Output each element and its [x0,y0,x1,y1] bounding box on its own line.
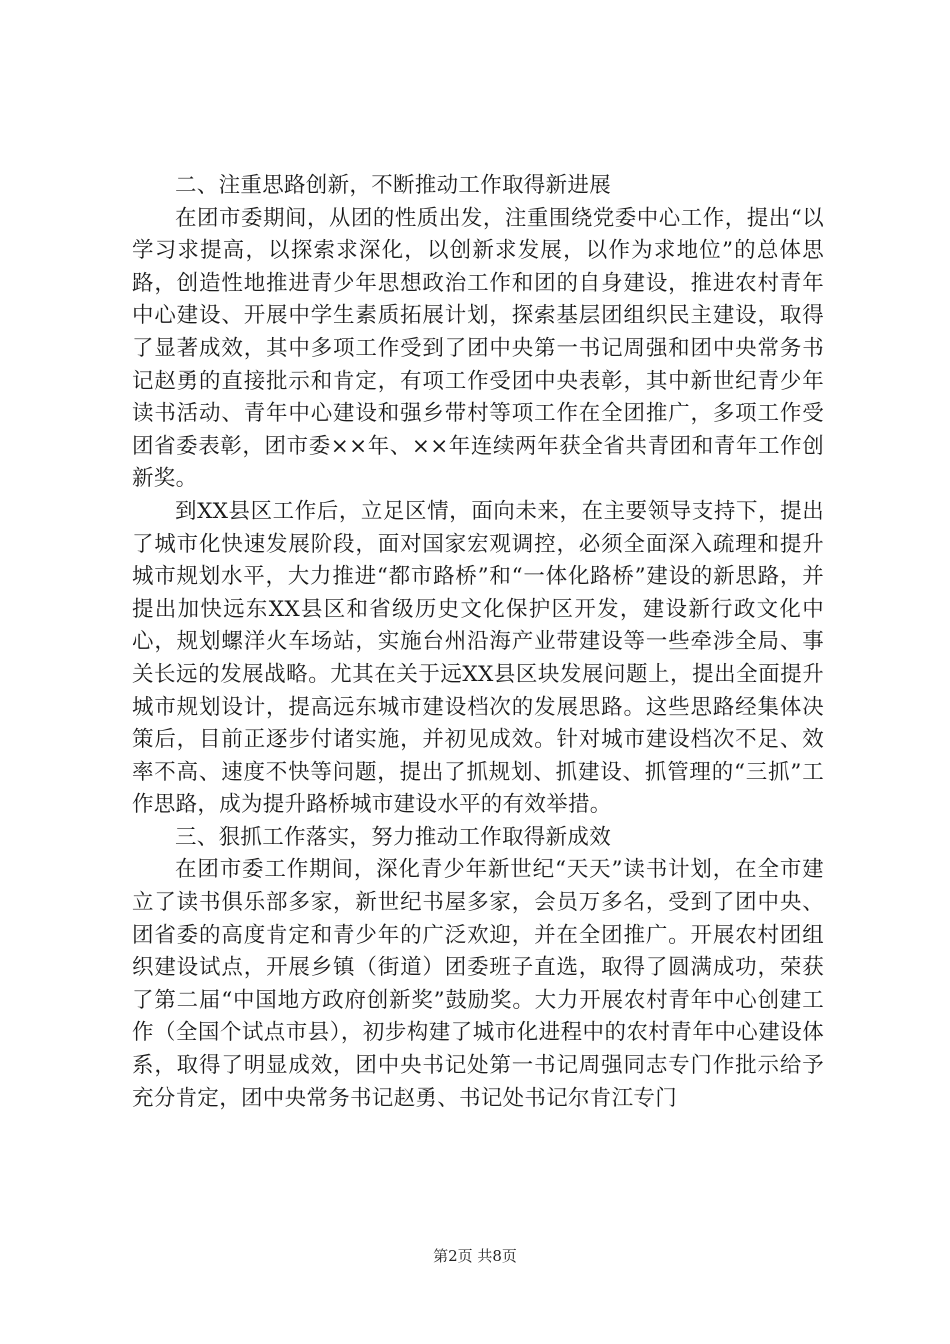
paragraph-reading-program: 在团市委工作期间，深化青少年新世纪“天天”读书计划，在全市建立了读书俱乐部多家，新世纪书屋多家，会员万多名，受到了团中央、团省委的高度肯定和青少年的广泛欢迎，并在全团推广。开展农村团组织建设试点，开展乡镇（街道）团委班子直选，取得了圆满成功，荣获了第二届“中国地方政府创新奖”鼓励奖。大力开展农村青年中心创建工作（全国个试点市县），初步构建了城市化进程中的农村青年中心建设体系，取得了明显成效，团中央书记处第一书记周强同志专门作批示给予充分肯定，团中央常务书记赵勇、书记处书记尔肯江专门 [132,857,824,1111]
document-body [132,170,824,1115]
section-heading-2: 二、注重思路创新，不断推动工作取得新进展 [175,173,612,198]
paragraph-youth-league-work: 在团市委期间，从团的性质出发，注重围绕党委中心工作，提出“以学习求提高，以探索求深化，以创新求发展，以作为求地位”的总体思路，创造性地推进青少年思想政治工作和团的自身建设，推进农村青年中心建设、开展中学生素质拓展计划，探索基层团组织民主建设，取得了显著成效，其中多项工作受到了团中央第一书记周强和团中央常务书记赵勇的直接批示和肯定，有项工作受团中央表彰，其中新世纪青少年读书活动、青年中心建设和强乡带村等项工作在全团推广，多项工作受团省委表彰，团市委××年、××年连续两年获全省共青团和青年工作创新奖。 [132,205,824,492]
paragraph-county-district-work: 到XX县区工作后，立足区情，面向未来，在主要领导支持下，提出了城市化快速发展阶段，面对国家宏观调控，必须全面深入疏理和提升城市规划水平，大力推进“都市路桥”和“一体化路桥”建设的新思路，并提出加快远东XX县区和省级历史文化保护区开发，建设新行政文化中心，规划螺洋火车场站，实施台州沿海产业带建设等一些牵涉全局、事关长远的发展战略。尤其在关于远XX县区块发展问题上，提出全面提升城市规划设计，提高远东城市建设档次的发展思路。这些思路经集体决策后，目前正逐步付诸实施，并初见成效。针对城市建设档次不足、效率不高、速度不快等问题，提出了抓规划、抓建设、抓管理的“三抓”工作思路，成为提升路桥城市建设水平的有效举措。 [132,498,824,818]
page-footer: 第2页 共8页 [433,1247,517,1265]
section-heading-3: 三、狠抓工作落实，努力推动工作取得新成效 [175,824,612,850]
